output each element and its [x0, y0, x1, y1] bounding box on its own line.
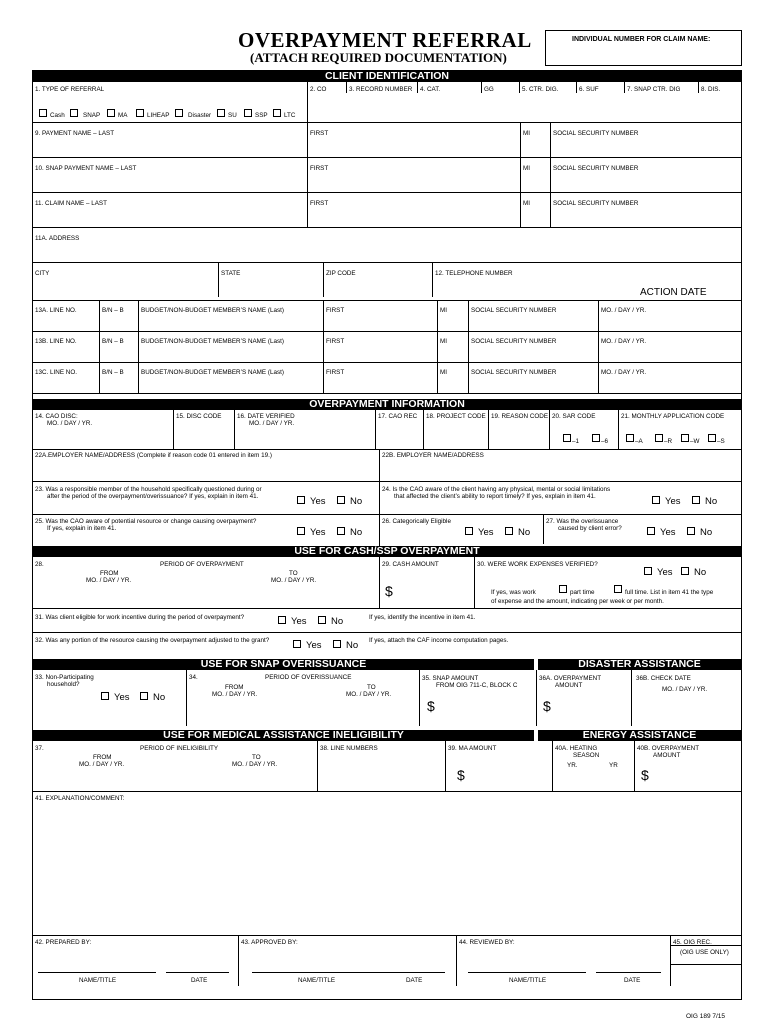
dis-label: 8. DIS.: [701, 86, 721, 93]
approved-date: DATE: [406, 977, 423, 984]
referral-su-checkbox[interactable]: [217, 109, 225, 117]
q27-line2: caused by client error?: [558, 525, 622, 532]
cash-period-label: PERIOD OF OVERPAYMENT: [160, 561, 244, 568]
q25-yes-checkbox[interactable]: [297, 527, 305, 535]
prepared-by-label: 42. PREPARED BY:: [35, 939, 92, 946]
monthly-w-checkbox[interactable]: [681, 434, 689, 442]
section-cash-ssp: USE FOR CASH/SSP OVERPAYMENT: [33, 546, 741, 557]
member-date-13a-label: MO. / DAY / YR.: [601, 307, 647, 314]
date-verified-label: 16. DATE VERIFIED: [237, 413, 295, 420]
cat-label: 4. CAT.: [420, 86, 441, 93]
line-numbers-label: 38. LINE NUMBERS: [320, 745, 378, 752]
zip-label: ZIP CODE: [326, 270, 356, 277]
monthly-r-checkbox[interactable]: [655, 434, 663, 442]
q27-no-checkbox[interactable]: [687, 527, 695, 535]
member-mi-13c-label: MI: [440, 369, 447, 376]
monthly-app-code-label: 21. MONTHLY APPLICATION CODE: [621, 413, 725, 420]
q33-yes-label: Yes: [114, 692, 130, 703]
member-mi-13b-label: MI: [440, 338, 447, 345]
co-label: 2. CO: [310, 86, 327, 93]
snap-to-fmt-label: MO. / DAY / YR.: [346, 691, 392, 698]
q24-yes-label: Yes: [665, 496, 681, 507]
full-time-checkbox[interactable]: [614, 585, 622, 593]
snap-from-label: FROM: [225, 684, 244, 691]
disaster-overpayment-line1: 36A. OVERPAYMENT: [539, 675, 602, 682]
energy-overpayment-line1: 40B. OVERPAYMENT: [637, 745, 700, 752]
monthly-a-checkbox[interactable]: [626, 434, 634, 442]
monthly-a-label: –A: [635, 438, 643, 445]
state-label: STATE: [221, 270, 241, 277]
medical-to-fmt: MO. / DAY / YR.: [232, 761, 278, 768]
ctr-dig-label: 5. CTR. DIG.: [522, 86, 559, 93]
reviewed-date-line[interactable]: [596, 972, 661, 973]
employer-22b-label: 22B. EMPLOYER NAME/ADDRESS: [382, 452, 484, 459]
q23-yes-label: Yes: [310, 496, 326, 507]
referral-cash-checkbox[interactable]: [39, 109, 47, 117]
member-date-13c-label: MO. / DAY / YR.: [601, 369, 647, 376]
monthly-w-label: –W: [690, 438, 700, 445]
cao-rec-label: 17. CAO REC: [378, 413, 418, 420]
q32-no-checkbox[interactable]: [333, 640, 341, 648]
monthly-s-label: –S: [717, 438, 725, 445]
q33-no-label: No: [153, 692, 166, 703]
approved-date-line[interactable]: [385, 972, 445, 973]
disaster-overpayment-line2: AMOUNT: [555, 682, 583, 689]
section-medical: USE FOR MEDICAL ASSISTANCE INELIGIBILITY: [33, 730, 534, 741]
monthly-r-label: –R: [664, 438, 673, 445]
type-of-referral-label: 1. TYPE OF REFERRAL: [35, 86, 105, 93]
q26-label: 26. Categorically Eligible: [382, 518, 451, 525]
referral-disaster-checkbox[interactable]: [175, 109, 183, 117]
cash-from-fmt-label: MO. / DAY / YR.: [86, 577, 132, 584]
q27-yes-label: Yes: [660, 527, 676, 538]
individual-number-box[interactable]: [545, 30, 742, 66]
disaster-amount-dollar: $: [543, 698, 551, 714]
bn-13c-label: B/N – B: [102, 369, 124, 376]
cash-from-label: FROM: [100, 570, 119, 577]
referral-snap-label: SNAP: [83, 112, 101, 119]
snap-amount-dollar: $: [427, 698, 435, 714]
q31-no-label: No: [331, 616, 344, 627]
q31-label: 31. Was client eligible for work incentive during the period of overpayment?: [35, 614, 245, 621]
q24-no-checkbox[interactable]: [692, 496, 700, 504]
heating-yr2-label: YR: [609, 762, 618, 769]
action-date-label: ACTION DATE: [640, 287, 707, 298]
form-subtitle: (ATTACH REQUIRED DOCUMENTATION): [250, 50, 507, 65]
cao-disc-label: 14. CAO DISC:: [35, 413, 78, 420]
q33-yes-checkbox[interactable]: [101, 692, 109, 700]
referral-cash-label: Cash: [50, 112, 65, 119]
claim-name-label: 11. CLAIM NAME – LAST: [35, 200, 107, 207]
q24-line1: 24. Is the CAO aware of the client having any physical, mental or social limitations: [382, 486, 611, 493]
line-13b-label: 13B. LINE NO.: [35, 338, 77, 345]
q33-line2: household?: [47, 681, 80, 688]
q23-no-label: No: [350, 496, 363, 507]
referral-ma-checkbox[interactable]: [107, 109, 115, 117]
q30-no-checkbox[interactable]: [681, 567, 689, 575]
oig-use-only-label: (OIG USE ONLY): [680, 949, 729, 956]
member-ssn-13c-label: SOCIAL SECURITY NUMBER: [471, 369, 557, 376]
q33-line1: 33. Non-Participating: [35, 674, 94, 681]
q32-label: 32. Was any portion of the resource causing the overpayment adjusted to the grant?: [35, 637, 270, 644]
energy-overpayment-line2: AMOUNT: [653, 752, 681, 759]
reason-code-label: 19. REASON CODE: [491, 413, 549, 420]
sar-1-checkbox[interactable]: [563, 434, 571, 442]
approved-name-title: NAME/TITLE: [298, 977, 336, 984]
claim-mi-label: MI: [523, 200, 530, 207]
part-time-label: part time: [570, 589, 595, 596]
form-title: OVERPAYMENT REFERRAL: [238, 28, 532, 52]
sar-6-checkbox[interactable]: [592, 434, 600, 442]
q32-yes-label: Yes: [306, 640, 322, 651]
q25-line1: 25. Was the CAO aware of potential resource or change causing overpayment?: [35, 518, 257, 525]
suf-label: 6. SUF: [579, 86, 599, 93]
line-13a-label: 13A. LINE NO.: [35, 307, 77, 314]
cash-amount-dollar: $: [385, 583, 393, 599]
claim-first-label: FIRST: [310, 200, 329, 207]
referral-liheap-label: LIHEAP: [147, 112, 170, 119]
member-ssn-13a-label: SOCIAL SECURITY NUMBER: [471, 307, 557, 314]
medical-period-label: PERIOD OF INELIGIBILITY: [140, 745, 219, 752]
project-code-label: 18. PROJECT CODE: [426, 413, 486, 420]
sar-1-label: –1: [572, 438, 580, 445]
full-time-label: full time. List in item 41 the type: [625, 589, 714, 596]
bn-13a-label: B/N – B: [102, 307, 124, 314]
cash-amount-label: 29. CASH AMOUNT: [382, 561, 439, 568]
referral-liheap-checkbox[interactable]: [136, 109, 144, 117]
q26-yes-checkbox[interactable]: [465, 527, 473, 535]
approved-by-label: 43. APPROVED BY:: [241, 939, 298, 946]
referral-su-label: SU: [228, 112, 237, 119]
sar-6-label: –6: [601, 438, 609, 445]
payment-name-label: 9. PAYMENT NAME – LAST: [35, 130, 115, 137]
line-13c-label: 13C. LINE NO.: [35, 369, 77, 376]
record-number-label: 3. RECORD NUMBER: [349, 86, 413, 93]
q30-detail-b: of expense and the amount, indicating per week or per month.: [491, 598, 664, 605]
payment-mi-label: MI: [523, 130, 530, 137]
member-date-13b-label: MO. / DAY / YR.: [601, 338, 647, 345]
ma-amount-dollar: $: [457, 767, 465, 783]
reviewed-date: DATE: [624, 977, 641, 984]
snap-to-label: TO: [367, 684, 376, 691]
gg-label: GG: [484, 86, 494, 93]
q30-yes-checkbox[interactable]: [644, 567, 652, 575]
referral-ltc-checkbox[interactable]: [273, 109, 281, 117]
approved-name-line[interactable]: [252, 972, 395, 973]
heating-yr-label: YR.: [567, 762, 578, 769]
member-first-13b-label: FIRST: [326, 338, 345, 345]
snap-payment-name-label: 10. SNAP PAYMENT NAME – LAST: [35, 165, 137, 172]
snap-ctr-dig-label: 7. SNAP CTR. DIG: [627, 86, 681, 93]
reviewed-by-label: 44. REVIEWED BY:: [459, 939, 515, 946]
medical-from-fmt: MO. / DAY / YR.: [79, 761, 125, 768]
q24-yes-checkbox[interactable]: [652, 496, 660, 504]
city-label: CITY: [35, 270, 50, 277]
member-mi-13a-label: MI: [440, 307, 447, 314]
oig-rec-label: 45. OIG REC.: [673, 939, 712, 946]
section-snap: USE FOR SNAP OVERISSUANCE: [33, 659, 534, 670]
snap-ssn-label: SOCIAL SECURITY NUMBER: [553, 165, 639, 172]
claim-ssn-label: SOCIAL SECURITY NUMBER: [553, 200, 639, 207]
q31-no-checkbox[interactable]: [318, 616, 326, 624]
referral-ssp-label: SSP: [255, 112, 268, 119]
item-28-label: 28.: [35, 561, 44, 568]
referral-disaster-label: Disaster: [188, 112, 212, 119]
disc-code-label: 15. DISC CODE: [176, 413, 222, 420]
sar-code-label: 20. SAR CODE: [552, 413, 596, 420]
disaster-check-date-fmt: MO. / DAY / YR.: [662, 686, 708, 693]
employer-22a-label: 22A.EMPLOYER NAME/ADDRESS (Complete if reason code 01 entered in item 19.): [35, 452, 272, 459]
q30-detail-a: If yes, was work: [491, 589, 536, 596]
form-number: OIG 189 7/15: [686, 1013, 726, 1020]
medical-to-label: TO: [252, 754, 261, 761]
cao-disc-date-label: MO. / DAY / YR.: [47, 420, 93, 427]
address-label: 11A. ADDRESS: [35, 235, 80, 242]
q31-yes-label: Yes: [291, 616, 307, 627]
explanation-label: 41. EXPLANATION/COMMENT:: [35, 795, 125, 802]
q26-yes-label: Yes: [478, 527, 494, 538]
member-name-13b-label: BUDGET/NON-BUDGET MEMBER’S NAME (Last): [141, 338, 284, 345]
overpayment-form: [32, 70, 742, 1000]
q25-no-checkbox[interactable]: [337, 527, 345, 535]
individual-number-label: INDIVIDUAL NUMBER FOR CLAIM NAME:: [572, 36, 711, 43]
item-34-label: 34.: [189, 674, 198, 681]
section-client-identification: CLIENT IDENTIFICATION: [33, 71, 741, 82]
q23-yes-checkbox[interactable]: [297, 496, 305, 504]
snap-amount-line2: FROM OIG 711-C, BLOCK C: [436, 682, 518, 689]
prepared-date-line[interactable]: [166, 972, 229, 973]
section-overpayment-information: OVERPAYMENT INFORMATION: [33, 399, 741, 410]
q27-no-label: No: [700, 527, 713, 538]
q26-no-label: No: [518, 527, 531, 538]
q26-no-checkbox[interactable]: [505, 527, 513, 535]
snap-mi-label: MI: [523, 165, 530, 172]
section-disaster: DISASTER ASSISTANCE: [538, 659, 741, 670]
q25-line2: If yes, explain in item 41.: [47, 525, 117, 532]
prepared-name-line[interactable]: [38, 972, 156, 973]
q23-no-checkbox[interactable]: [337, 496, 345, 504]
q23-line1: 23. Was a responsible member of the household specifically questioned during or: [35, 486, 262, 493]
reviewed-name-title: NAME/TITLE: [509, 977, 547, 984]
q32-note: If yes, attach the CAF income computation pages.: [369, 637, 509, 644]
payment-ssn-label: SOCIAL SECURITY NUMBER: [553, 130, 639, 137]
part-time-checkbox[interactable]: [559, 585, 567, 593]
q31-yes-checkbox[interactable]: [278, 616, 286, 624]
q30-label: 30. WERE WORK EXPENSES VERIFIED?: [477, 561, 598, 568]
referral-snap-checkbox[interactable]: [70, 109, 78, 117]
member-name-13c-label: BUDGET/NON-BUDGET MEMBER’S NAME (Last): [141, 369, 284, 376]
snap-from-fmt-label: MO. / DAY / YR.: [212, 691, 258, 698]
q23-line2: after the period of the overpayment/overissuance? If yes, explain in item 41.: [47, 493, 259, 500]
q31-note: If yes, identify the incentive in item 41.: [369, 614, 476, 621]
q32-no-label: No: [346, 640, 359, 651]
q32-yes-checkbox[interactable]: [293, 640, 301, 648]
q24-line2: that affected the client’s ability to report timely? If yes, explain in item 41.: [394, 493, 596, 500]
q33-no-checkbox[interactable]: [140, 692, 148, 700]
bn-13b-label: B/N – B: [102, 338, 124, 345]
q30-no-label: No: [694, 567, 707, 578]
member-first-13c-label: FIRST: [326, 369, 345, 376]
prepared-date: DATE: [191, 977, 208, 984]
referral-ltc-label: LTC: [284, 112, 296, 119]
member-ssn-13b-label: SOCIAL SECURITY NUMBER: [471, 338, 557, 345]
member-name-13a-label: BUDGET/NON-BUDGET MEMBER’S NAME (Last): [141, 307, 284, 314]
q24-no-label: No: [705, 496, 718, 507]
q30-yes-label: Yes: [657, 567, 673, 578]
section-energy: ENERGY ASSISTANCE: [538, 730, 741, 741]
snap-amount-line1: 35. SNAP AMOUNT: [422, 675, 479, 682]
q25-no-label: No: [350, 527, 363, 538]
heating-season-line1: 40A. HEATING: [555, 745, 598, 752]
disaster-check-date-label: 36B. CHECK DATE: [636, 675, 691, 682]
referral-ssp-checkbox[interactable]: [244, 109, 252, 117]
energy-amount-dollar: $: [641, 767, 649, 783]
cash-to-fmt-label: MO. / DAY / YR.: [271, 577, 317, 584]
q27-line1: 27. Was the overissuance: [546, 518, 619, 525]
ma-amount-label: 39. MA AMOUNT: [448, 745, 497, 752]
snap-period-label: PERIOD OF OVERISSUANCE: [265, 674, 352, 681]
q27-yes-checkbox[interactable]: [647, 527, 655, 535]
medical-from-label: FROM: [93, 754, 112, 761]
reviewed-name-line[interactable]: [468, 972, 586, 973]
q25-yes-label: Yes: [310, 527, 326, 538]
cash-to-label: TO: [289, 570, 298, 577]
monthly-s-checkbox[interactable]: [708, 434, 716, 442]
snap-first-label: FIRST: [310, 165, 329, 172]
item-37-label: 37.: [35, 745, 44, 752]
referral-ma-label: MA: [118, 112, 128, 119]
telephone-label: 12. TELEPHONE NUMBER: [435, 270, 513, 277]
date-verified-fmt-label: MO. / DAY / YR.: [249, 420, 295, 427]
payment-first-label: FIRST: [310, 130, 329, 137]
prepared-name-title: NAME/TITLE: [79, 977, 117, 984]
member-first-13a-label: FIRST: [326, 307, 345, 314]
heating-season-line2: SEASON: [573, 752, 600, 759]
